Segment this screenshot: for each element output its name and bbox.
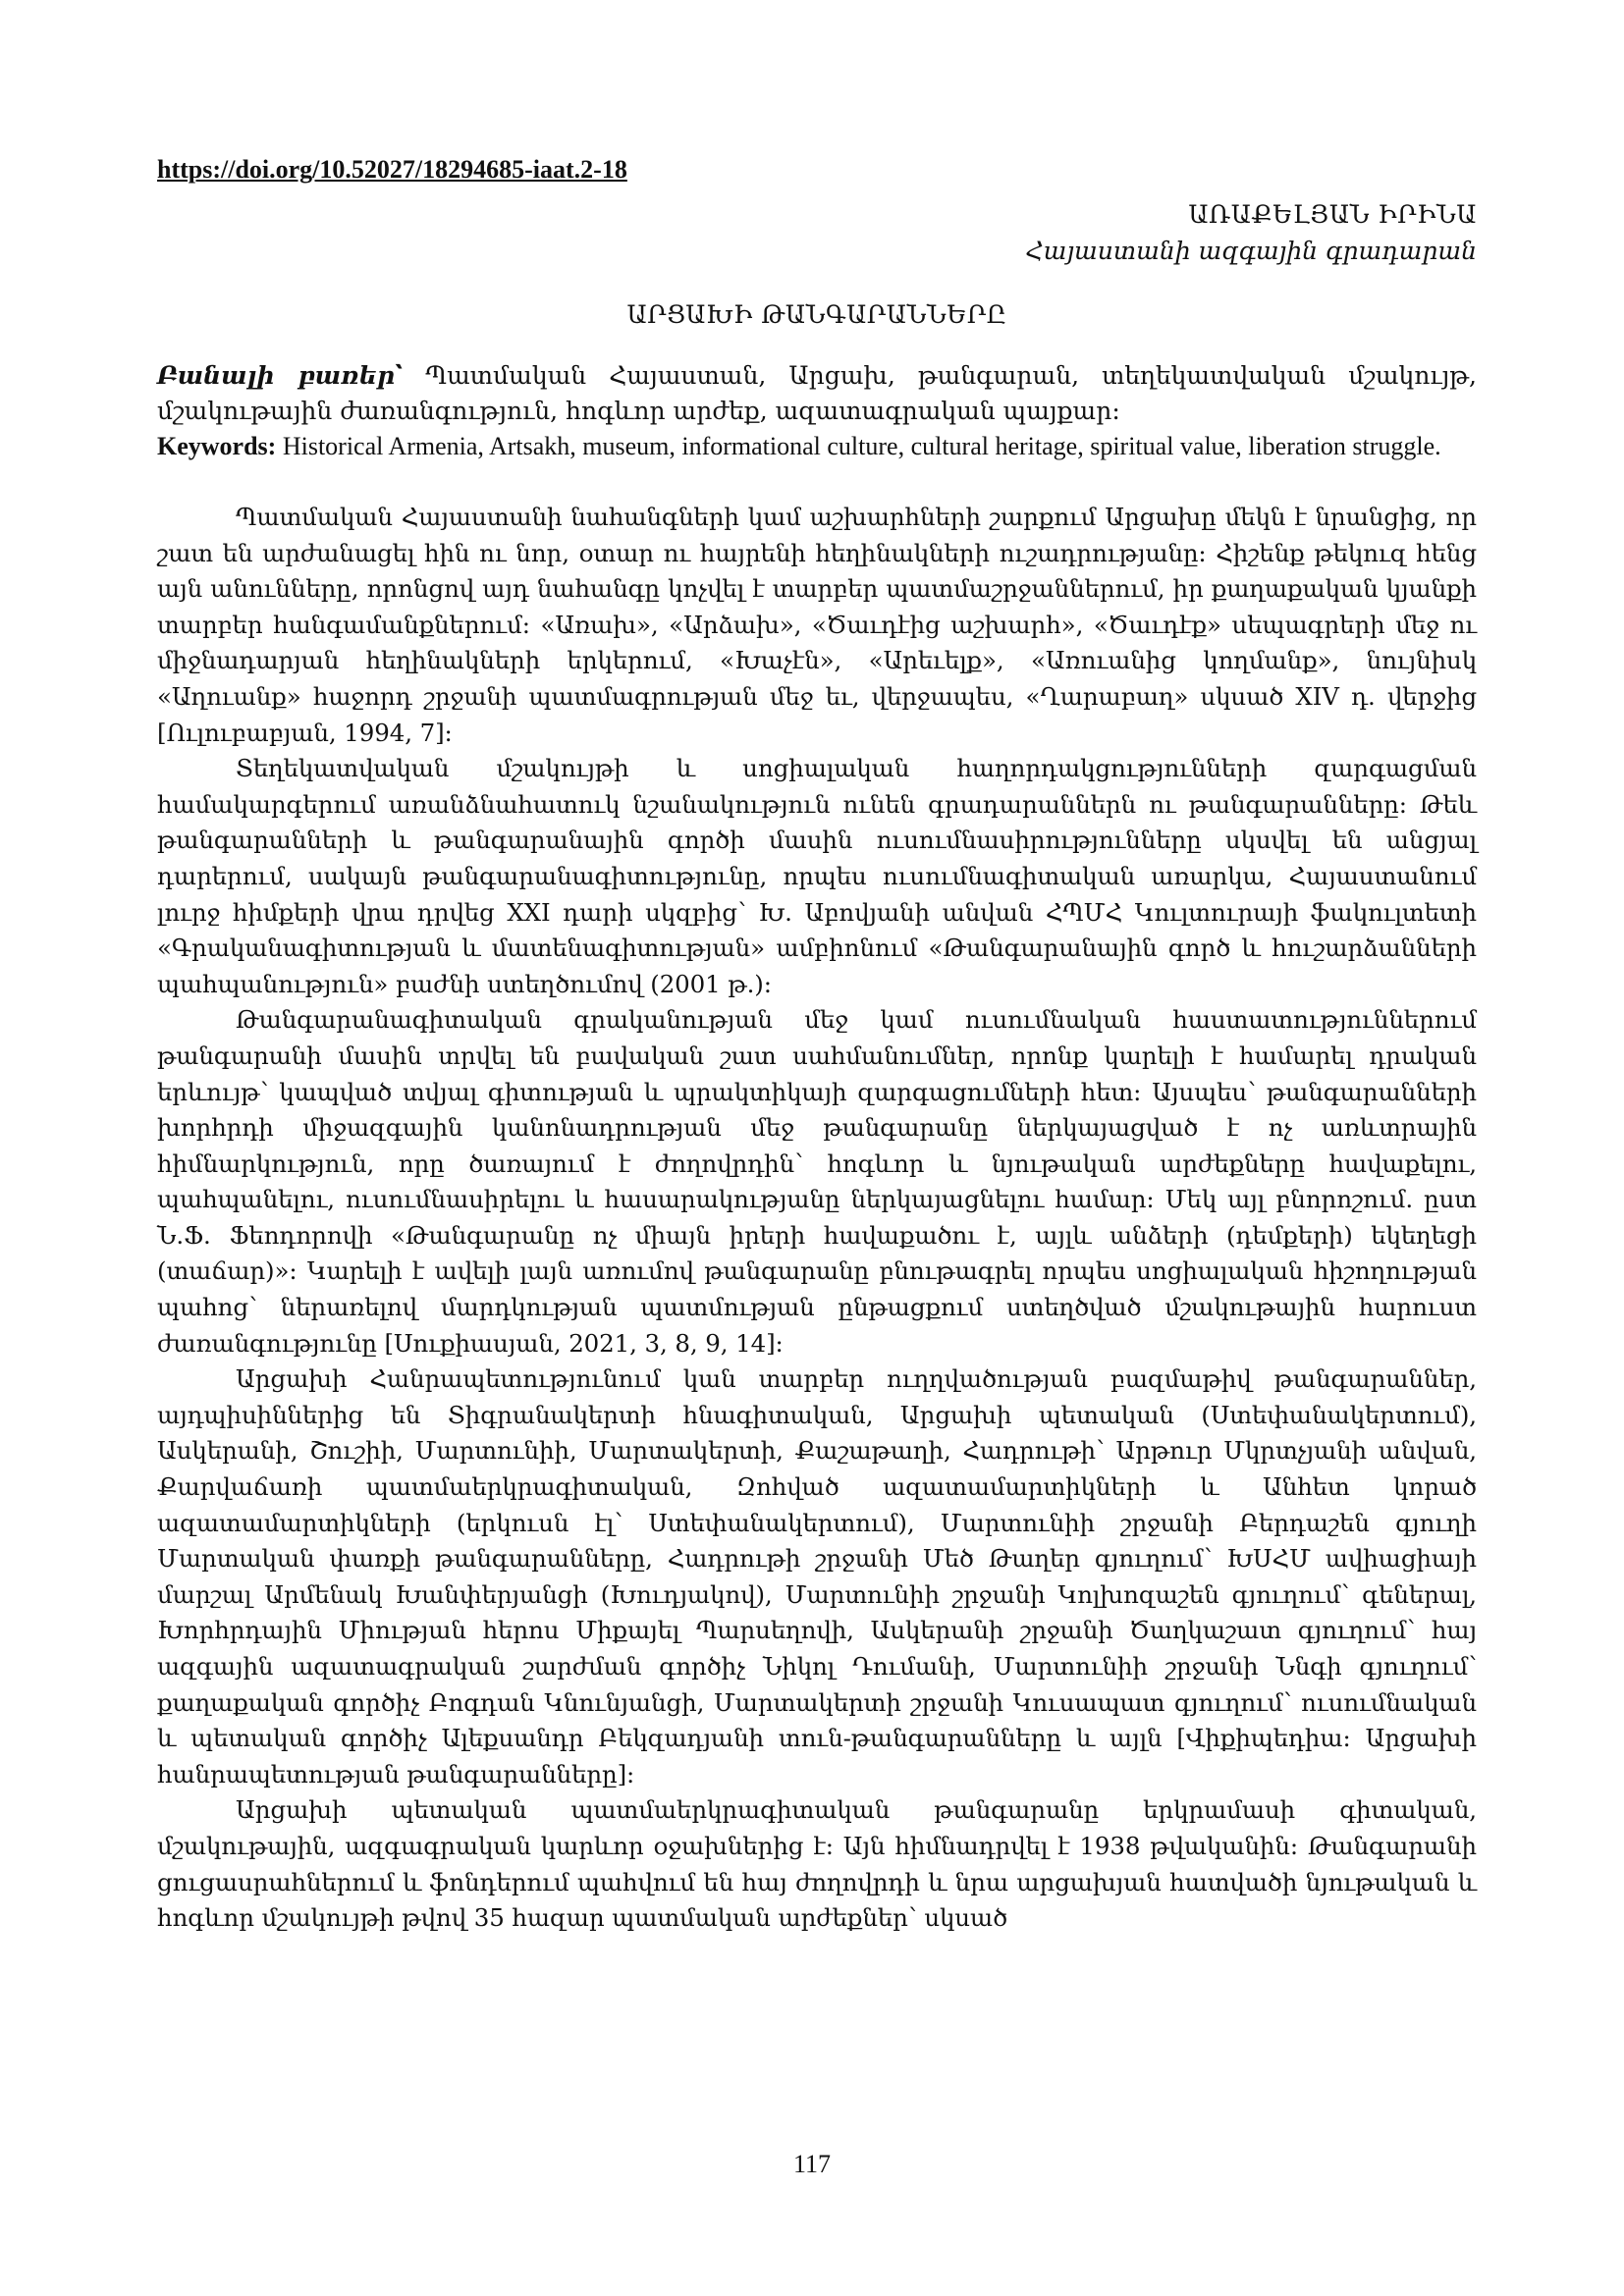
keywords-english-label: Keywords:: [157, 432, 277, 460]
body-paragraph: Տեղեկատվական մշակույթի և սոցիալական հաղորդակցությունների զարգացման համակարգերում առանձնահատուկ նշանակություն ունեն գրադարաններն ու թանգարանները: Թեև թանգարանների և թանգարանային գործի մասին ուսումնասիրությունները սկսվել են անցյալ դարերում, սակայն թանգարանագիտությունը, որպես ուսումնագիտական առարկա, Հայաստանում լուրջ հիմքերի վրա դրվեց XXI դարի սկզբից՝ Խ. Աբովյանի անվան ՀՊՄՀ Կուլտուրայի ֆակուլտետի «Գրականագիտության և մատենագիտության» ամբիոնում «Թանգարանային գործ և հուշարձանների պահպանություն» բաժնի ստեղծումով (2001 թ.):: [157, 754, 1477, 998]
body-paragraph: Պատմական Հայաստանի նահանգների կամ աշխարհների շարքում Արցախը մեկն է նրանցից, որ շատ են արժանացել հին ու նոր, օտար ու հայրենի հեղինակների ուշադրությանը: Հիշենք թեկուզ հենց այն անունները, որոնցով այդ նահանգը կոչվել է տարբեր պատմաշրջաններում, իր քաղաքական կյանքի տարբեր հանգամանքներում: «Առախ», «Արձախ», «Ծաւդէից աշխարհ», «Ծաւդէք» սեպագրերի մեջ ու միջնադարյան հեղինակների երկերում, «Խաչէն», «Արեւելք», «Առուանից կողմանք», նույնիսկ «Աղուանք» հաջորդ շրջանի պատմագրության մեջ եւ, վերջապես, «Ղարաբաղ» սկսած XIV դ. վերջից [Ուլուբաբյան, 1994, 7]:: [157, 503, 1477, 747]
author-affiliation: Հայաստանի ազգային գրադարան: [1025, 237, 1477, 265]
body-paragraph: Արցախի Հանրապետությունում կան տարբեր ուղղվածության բազմաթիվ թանգարաններ, այդպիսիններից են Տիգրանակերտի հնագիտական, Արցախի պետական (Ստեփանակերտում), Ասկերանի, Շուշիի, Մարտունիի, Մարտակերտի, Քաշաթաղի, Հադրութի՝ Արթուր Մկրտչյանի անվան, Քարվաճառի պատմաերկրագիտական, Զոհված ազատամարտիկների և Անհետ կորած ազատամարտիկների (երկուսն էլ՝ Ստեփանակերտում), Մարտունիի շրջանի Բերդաշեն գյուղի Մարտական փառքի թանգարանները, Հադրութի շրջանի Մեծ Թաղեր գյուղում՝ ԽՍՀՄ ավիացիայի մարշալ Արմենակ Խանփերյանցի (Խուդյակով), Մարտունիի շրջանի Կոլխոզաշեն գյուղում՝ գեներալ, Խորհրդային Միության հերոս Միքայել Պարսեղովի, Ասկերանի շրջանի Ծաղկաշատ գյուղում՝ հայ ազգային ազատագրական շարժման գործիչ Նիկոլ Դումանի, Մարտունիի շրջանի Ննգի գյուղում՝ քաղաքական գործիչ Բոգդան Կնունյանցի, Մարտակերտի շրջանի Կուսապատ գյուղում՝ ուսումնական և պետական գործիչ Ալեքսանդր Բեկզադյանի տուն-թանգարանները և այլն [Վիքիպեդիա: Արցախի հանրապետության թանգարանները]:: [157, 1364, 1477, 1789]
page-number: 117: [792, 2150, 832, 2178]
article-title: ԱՐՑԱԽԻ ԹԱՆԳԱՐԱՆՆԵՐԸ: [626, 300, 1007, 329]
body-paragraph: Թանգարանագիտական գրականության մեջ կամ ուսումնական հաստատություններում թանգարանի մասին տրվել են բավական շատ սահմանումներ, որոնք կարելի է համարել դրական երևույթ՝ կապված տվյալ գիտության և պրակտիկայի զարգացումների հետ: Այսպես՝ թանգարանների խորհրդի միջազգային կանոնադրության մեջ թանգարանը ներկայացված է ոչ առևտրային հիմնարկություն, որը ծառայում է ժողովրդին՝ հոգևոր և նյութական արժեքները հավաքելու, պահպանելու, ուսումնասիրելու և հասարակությանը ներկայացնելու համար: Մեկ այլ բնորոշում. ըստ Ն.Ֆ. Ֆեոդորովի «Թանգարանը ոչ միայն իրերի հավաքածու է, այլև անձերի (դեմքերի) եկեղեցի (տաճար)»: Կարելի է ավելի լայն առումով թանգարանը բնութագրել որպես սոցիալական հիշողության պահոց՝ ներառելով մարդկության պատմության ընթացքում ստեղծված մշակութային հարուստ ժառանգությունը [Սուքիասյան, 2021, 3, 8, 9, 14]:: [157, 1005, 1477, 1358]
doi-link[interactable]: https://doi.org/10.52027/18294685-iaat.2-18: [157, 155, 627, 184]
body-paragraph: Արցախի պետական պատմաերկրագիտական թանգարանը երկրամասի գիտական, մշակութային, ազգագրական կարևոր օջախներից է: Այն հիմնադրվել է 1938 թվականին: Թանգարանի ցուցասրահներում և ֆոնդերում պահվում են հայ ժողովրդի և նրա արցախյան հատվածի նյութական և հոգևոր մշակույթի թվով 35 հազար պատմական արժեքներ՝ սկսած: [157, 1795, 1477, 1933]
keywords-armenian: [157, 358, 1477, 429]
keywords-english-text: Historical Armenia, Artsakh, museum, informational culture, cultural heritage, spiritual value, liberation struggle.: [276, 432, 1441, 460]
keywords-english: [157, 429, 1477, 464]
author-name: ԱՌԱՔԵԼՅԱՆ ԻՐԻՆԱ: [1188, 200, 1477, 229]
article-body: [157, 500, 1477, 1937]
page-content: [157, 155, 1477, 1937]
keywords-armenian-label: Բանալի բառեր՝: [157, 361, 404, 390]
keywords-armenian-text: Պատմական Հայաստան, Արցախ, թանգարան, տեղեկատվական մշակույթ, մշակութային ժառանգություն, հոգևոր արժեք, ազատագրական պայքար:: [157, 361, 1478, 425]
